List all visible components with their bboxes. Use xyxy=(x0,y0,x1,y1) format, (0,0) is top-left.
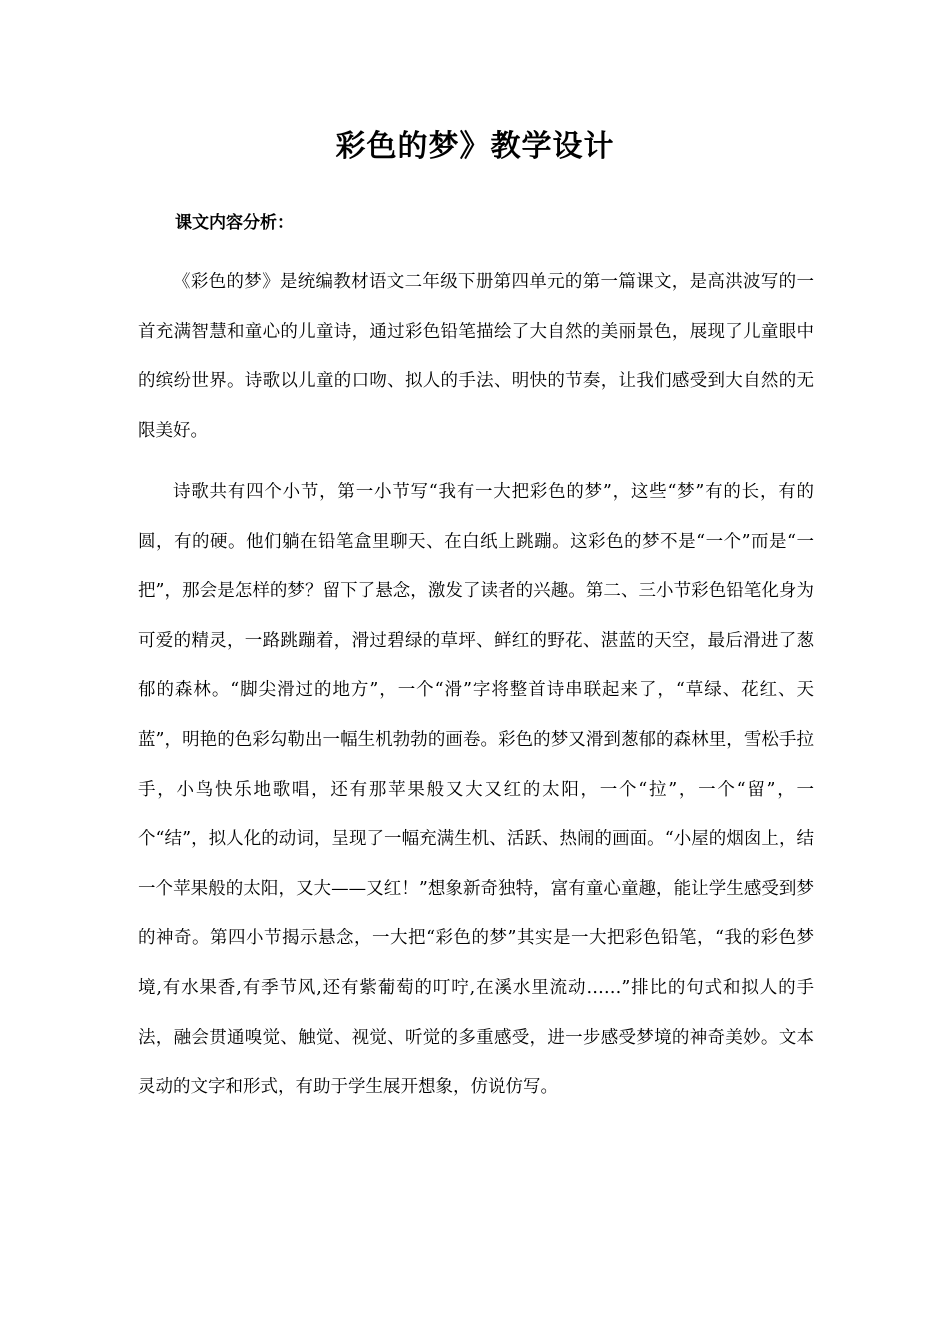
document-title: 彩色的梦》教学设计 xyxy=(335,129,615,164)
paragraph-analysis: 诗歌共有四个小节，第一小节写“我有一大把彩色的梦”，这些“梦”有的长，有的圆，有的硬。他们躺在铅笔盒里聊天、在白纸上跳蹦。这彩色的梦不是“一个”而是“一把”，那会是怎样的梦？留下了悬念，激发了读者的兴趣。第二、三小节彩色铅笔化身为可爱的精灵，一路跳蹦着，滑过碧绿的草坪、鲜红的野花、湛蓝的天空，最后滑进了葱郁的森林。“脚尖滑过的地方”，一个“滑”字将整首诗串联起来了，“草绿、花红、天蓝”，明艳的色彩勾勒出一幅生机勃勃的画卷。彩色的梦又滑到葱郁的森林里，雪松手拉手，小鸟快乐地歌唱，还有那苹果般又大又红的太阳，一个“拉”，一个“留”，一个“结”，拟人化的动词，呈现了一幅充满生机、活跃、热闹的画面。“小屋的烟囱上，结一个苹果般的太阳，又大——又红！”想象新奇独特，富有童心童趣，能让学生感受到梦的神奇。第四小节揭示悬念，一大把“彩色的梦”其实是一大把彩色铅笔，“我的彩色梦境,有水果香,有季节风,还有紫葡萄的叮咛,在溪水里流动……”排比的句式和拟人的手法，融会贯通嗅觉、触觉、视觉、听觉的多重感受，进一步感受梦境的神奇美妙。文本灵动的文字和形式，有助于学生展开想象，仿说仿写。 xyxy=(138,482,814,1098)
section-heading: 课文内容分析： xyxy=(175,213,294,233)
paragraph-intro: 《彩色的梦》是统编教材语文二年级下册第四单元的第一篇课文，是高洪波写的一首充满智慧和童心的儿童诗，通过彩色铅笔描绘了大自然的美丽景色，展现了儿童眼中的缤纷世界。诗歌以儿童的口吻、拟人的手法、明快的节奏，让我们感受到大自然的无限美好。 xyxy=(138,272,814,441)
